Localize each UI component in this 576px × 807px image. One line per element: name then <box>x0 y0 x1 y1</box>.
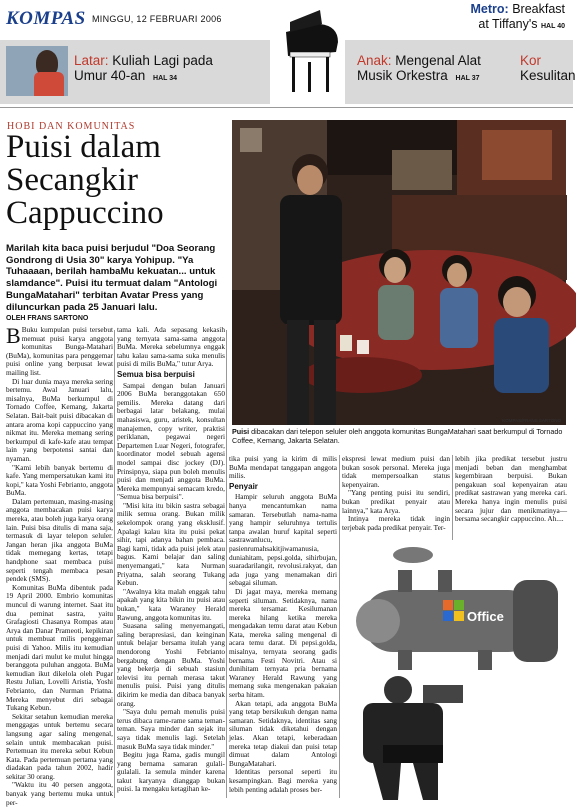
paragraph: Di luar dunia maya mereka sering bertemu. Awal Januari lalu, misalnya, BuMa berkumpul di Tornado Coffee, Kemang, Jakarta Selatan. Bait-bait puisi dibacakan di antara aroma kopi cappuccino yang nikmat itu. Mereka memang sering berkumpul di kafe-kafe atau tempat lain yang berpotensi santai dan nyaman. <box>6 376 113 463</box>
metro-page: HAL 40 <box>541 23 565 30</box>
article-column-2 <box>117 326 225 800</box>
paragraph: Suasana saling menyemangati, saling berapresiasi, dan keinginan untuk belajar bersama itulah yang mendorong Yoshi Febrianto bergabung dengan BuMa. Yoshi yang bekerja di sebuah stasiun televisi itu pernah merasa takut menulis puisi. Puisi yang ditulis dikirim ke media dan dibaca banyak orang. <box>117 621 225 708</box>
paragraph: lebih jika predikat tersebut justru menjadi beban dan menghambat kegembiraan berpuisi. Bukan pengakuan soal kepenyairan atau predikat sastrawan yang mereka cari. Mereka hanya ingin menulis puisi secara jujur dan menikmatinya—bersama secangkir cappuccino. Ah.... <box>455 454 567 524</box>
paragraph: tika puisi yang ia kirim di milis BuMa mendapat tanggapan anggota milis. <box>229 454 337 481</box>
teaser-kicker: Anak: <box>357 53 392 68</box>
paragraph: "Misi kita itu bikin sastra sebagai milik semua orang. Bukan milik sekelompok orang yang eksklusif. Apalagi kalau kita itu puisi pekat sihir, tapi adanya bahan pembaca. Bagi kami, tidak ada puisi jelek atau bagus. Kami belajar dan saling menyemangati," kata Nurman Priyatna, salah seorang Tukang Kebun. <box>117 500 225 588</box>
masthead-logo: KOMPAS <box>6 8 86 29</box>
paragraph: Intinya mereka tidak ingin terjebak pada predikat penyair. Ter- <box>342 514 450 532</box>
caption-text: dibacakan dari telepon seluler oleh anggota komunitas BungaMatahari saat berkumpul di Tornado Coffee, Kemang, Jakarta Selatan. <box>232 427 563 445</box>
article-photo <box>232 120 566 425</box>
teaser-line1: Mengenal Alat <box>395 53 481 68</box>
teaser-page: HAL 34 <box>153 75 178 82</box>
paragraph: Begitu juga Rama, gadis mungil yang bernama samaran gulali-gulalali. Ia semula minder karena takut karyanya dianggap bukan puisi. Ia mengaku ketagihan ke- <box>117 750 225 794</box>
metro-kicker: Metro: <box>470 2 509 16</box>
title-line: Cappuccino <box>6 195 164 231</box>
paragraph: tama kali. Ada sepasang kekasih yang ternyata sama-sama anggota BuMa. Mereka sebelumnya enggak tahu kalau sama-sama suka menulis puisi di milis BuMa," tutur Arya. <box>117 325 225 369</box>
article-title <box>6 131 231 230</box>
paragraph: Komunitas BuMa dibentuk pada 19 April 2000. Embrio komunitas muncul di warung internet. Saat itu dua peminat sastra, yaitu Grafagiosti Chasanya Rompas atau Arya dan Danar Prameoti, kepikiran untuk membuat milis penggemar puisi di Yahoo. Milis itu kemudian menjadi dari mulut ke mulut hingga beranggota puluhan anggota. BuMa kemudian ikut dikelola oleh Pugar Restu Julian, Lovelli Aristia, Yoshi Febrianto, dan Nurman Priatna. Mereka menyebut diri sebagai Tukang Kebun. <box>6 582 113 713</box>
article-column-4 <box>342 455 450 540</box>
column-rule <box>339 455 340 798</box>
paragraph: Sekitar setahun kemudian mereka menggagas untuk bertemu secara langsung agar saling mengenal, selain untuk membacakan puisi. Pertemuan itu mereka sebut Kebun Kata. Pada pertemuan pertama yang diadakan pada tahun 2002, hadir sekitar 30 orang. <box>6 711 113 781</box>
drop-cap: B <box>6 323 21 348</box>
teaser-kicker: Kor <box>520 53 542 68</box>
column-rule <box>114 330 115 798</box>
paragraph: "Saya dulu pernah menulis puisi terus dibaca rame-rame sama teman-teman. Saya minder dan sejak itu saya tidak menulis lagi. Setelah masuk BuMa saya tidak minder." <box>117 707 225 751</box>
newspaper-header <box>0 0 576 108</box>
teaser-kicker: Latar: <box>74 53 109 68</box>
paragraph: "Yang penting puisi itu sendiri, bukan predikat penyair atau lainnya," kata Arya. <box>342 488 450 515</box>
paragraph: Sampai dengan bulan Januari 2006 BuMa beranggotakan 650 pemilis. Mereka datang dari berbagai latar belakang, mulai mahasiswa, guru, aristek, konsultan manajemen, copy writer, praktisi periklanan, pegawai negeri Departemen Luar Negeri, fotografer, koordinator model sebuah agensi model sampai disc jockey (DJ). Prinsipnya, siapa pun boleh menulis puisi dan menjadi anggota BuMa. Mereka mempunyai semacam kredo, "Semua bisa berpuisi". <box>117 380 225 502</box>
office-label: Office <box>467 609 504 624</box>
paragraph: Identitas personal seperti itu kesampingkan. Bagi mereka yang lebih penting adalah proses ber- <box>229 767 337 794</box>
teaser-cut[interactable] <box>520 53 576 83</box>
paragraph: "Waktu itu 40 persen anggota, banyak yang bertemu muka untuk per- <box>6 780 113 807</box>
title-line: Secangkir <box>6 162 138 198</box>
paragraph: Di jagat maya, mereka memang seperti siluman. Setidaknya, nama mereka tersamar. Kesilumanan mereka hilang ketika mereka mengadakan temu darat atau Kebun Kata, mereka saling mengenal di acara temu darat. Di pepsi.golda, misalnya, ternyata seorang gadis bernama Festi Novitri. Atau si dunihitam ternyata pria bernama Waraney Herald Rawung yang memang suka mengenakan pakaian serba hitam. <box>229 586 337 700</box>
office-cannon-illustration <box>343 545 571 800</box>
teaser-line1: Kuliah Lagi pada <box>112 53 213 68</box>
paragraph: Dalam pertemuan, masing-masing anggota membacakan puisi karya mereka, atau boleh juga karya orang lain. Puisi bisa ditulis di mana saja, termasuk di layar telepon seluler. Jangan heran jika anggota BuMa tidak memegang kertas, tetapi handphone saat membaca puisi seperti tengah membaca pesan pendek (SMS). <box>6 496 113 584</box>
paragraph: "Awalnya kita malah enggak tahu apakah yang kita bikin itu puisi atau bukan," kata Waraney Herald Rawung, anggota komunitas itu. <box>117 586 225 622</box>
metro-teaser[interactable] <box>471 2 566 34</box>
column-rule <box>226 330 227 798</box>
article-column-1 <box>6 323 113 807</box>
article-column-3 <box>229 455 337 800</box>
paragraph: B Buku kumpulan puisi tersebut memuat puisi karya anggota komunitas Bunga-Matahari (BuMa), komunitas para penggemar puisi online yang berpusat lewat mailing list. <box>6 323 113 377</box>
metro-line2: at Tiffany's <box>478 17 538 31</box>
article-lead: Marilah kita baca puisi berjudul "Doa Seorang Gondrong di Usia 30" karya Yohipup. "Ya Tuhaaaan, berilah hambaMu kekuatan... untuk slamdance". Puisi itu termuat dalam "Antologi BungaMatahari" terbitan Avatar Press yang diluncurkan pada 25 Januari lalu. <box>6 243 218 313</box>
paragraph: ekspresi lewat medium puisi dan bukan sosok personal. Mereka juga tidak mempersoalkan status kepenyairan. <box>342 454 450 489</box>
section-rubric: HOBI DAN KOMUNITAS <box>7 121 136 132</box>
teaser-line2: Kesulitan <box>520 68 576 83</box>
paragraph: Hampir seluruh anggota BuMa hanya mencantumkan nama samaran. Tersebutlah nama-nama yang hampir seluruhnya tertulis tanpa awalan huruf kapital seperti sastrawanlucu, pasienrumahsakitjiwamanusia, duniahitam, pepsi.golda, sihirbujan, suaradarilangit, revolusi.rakyat, dan ada juga yang menamakan diri sebagai siluman. <box>229 492 337 588</box>
photo-caption <box>232 428 566 445</box>
subheading: Penyair <box>229 481 258 491</box>
teaser-thumbnail <box>6 46 68 96</box>
column-rule <box>452 455 453 540</box>
teaser-latar[interactable] <box>74 53 213 86</box>
photo-credit: KOMPAS/FRANS SARTONO <box>502 418 561 423</box>
title-line: Puisi dalam <box>6 129 161 165</box>
teaser-line2: Musik Orkestra <box>357 68 448 83</box>
teaser-page: HAL 37 <box>455 75 480 82</box>
dateline: MINGGU, 12 FEBRUARI 2006 <box>92 14 222 24</box>
subheading: Semua bisa berpuisi <box>117 369 195 379</box>
byline: OLEH FRANS SARTONO <box>6 315 89 322</box>
paragraph: "Kami lebih banyak bertemu di kafe. Yang mempersatukan kami itu kopi," kata Yoshi Febrianto, anggota BuMa. <box>6 462 113 498</box>
caption-lead: Puisi <box>232 427 250 436</box>
paragraph: Akan tetapi, ada anggota BuMa yang tetap bersikukuh dengan nama samaran. Setidaknya, identitas sang siluman tidak diketahui dengan jelas. Akan tetapi, keberadaan mereka tetap diakui dan puisi tetap dimuat dalam Antologi BungaMatahari. <box>229 698 337 768</box>
article-column-5 <box>455 455 567 540</box>
metro-line1: Breakfast <box>512 2 565 16</box>
piano-icon <box>280 2 342 98</box>
teaser-anak[interactable] <box>357 53 481 86</box>
teaser-line2: Umur 40-an <box>74 68 146 83</box>
